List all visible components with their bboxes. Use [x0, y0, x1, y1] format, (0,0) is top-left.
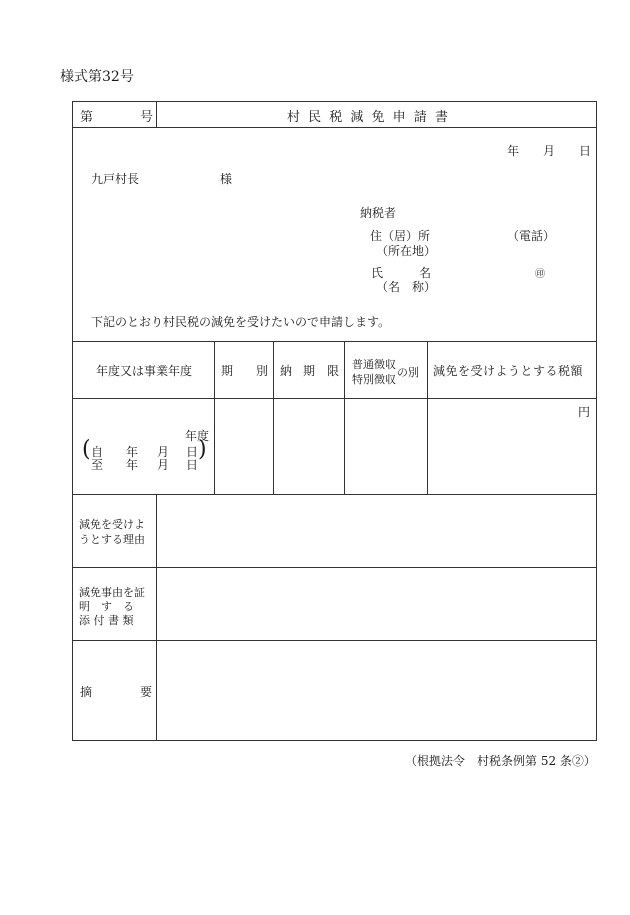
col-due-header-third: 限 [327, 364, 340, 378]
divider-col-3 [344, 341, 345, 495]
name-label-first: 氏 [371, 266, 384, 280]
documents-label-third: 添 付 書 類 [79, 614, 134, 627]
divider-col-4 [427, 341, 428, 495]
col-collection-header-special: 特別徴収 [352, 373, 396, 386]
col-amount-header: 減免を受けようとする税額 [433, 364, 584, 378]
row-to-year: 年 [126, 458, 139, 472]
form-frame [72, 101, 597, 741]
name-sub-label: （名 称） [376, 280, 437, 294]
divider-reason [72, 567, 596, 568]
documents-label-second: 明 す る [79, 600, 134, 613]
left-parenthesis: ( [82, 437, 91, 462]
col-collection-header-ordinary: 普通徴収 [352, 358, 396, 371]
right-parenthesis: ) [198, 437, 207, 462]
reason-label-first: 減免を受けよ [79, 518, 145, 531]
row-from-year: 年 [126, 445, 139, 459]
date-year-label: 年 [507, 144, 520, 158]
remarks-label-second: 要 [140, 685, 153, 699]
remarks-label-first: 摘 [80, 685, 93, 699]
row-to-month: 月 [157, 458, 170, 472]
taxpayer-heading: 納税者 [360, 206, 397, 220]
row-from-day: 日 [186, 445, 199, 459]
divider-applicant [72, 341, 596, 342]
divider-table-row [72, 494, 596, 495]
col-period-header-second: 別 [256, 364, 269, 378]
divider-documents [72, 640, 596, 641]
date-day-label: 日 [579, 144, 592, 158]
col-due-header-second: 期 [303, 364, 316, 378]
legal-basis-note: （根拠法令 村税条例第 52 条②） [405, 754, 596, 768]
col-due-header-first: 納 [280, 364, 293, 378]
row-fiscal-year-label: 年度 [185, 429, 210, 443]
row-from-month: 月 [157, 445, 170, 459]
divider-col-2 [273, 341, 274, 495]
form-number: 様式第32号 [60, 69, 134, 85]
divider-number-cell [156, 101, 157, 128]
col-period-header-first: 期 [221, 364, 234, 378]
documents-label-first: 減免事由を証 [79, 586, 145, 599]
yen-unit-label: 円 [578, 405, 591, 419]
addressee-honorific: 様 [220, 172, 233, 186]
divider-label-column [156, 494, 157, 740]
name-label-second: 名 [419, 266, 432, 280]
seal-mark: ㊞ [535, 269, 545, 280]
col-collection-header-suffix: の別 [397, 366, 419, 379]
divider-col-1 [214, 341, 215, 495]
col-fiscal-year-header: 年度又は事業年度 [96, 364, 193, 378]
row-from-label: 自 [91, 445, 104, 459]
application-statement: 下記のとおり村民税の減免を受けたいので申請します。 [91, 315, 391, 329]
number-label-first: 第 [80, 110, 94, 125]
divider-table-header [72, 398, 596, 399]
row-to-day: 日 [186, 458, 199, 472]
address-label: 住（居）所 [370, 229, 431, 243]
date-month-label: 月 [543, 144, 556, 158]
form-title: 村 民 税 減 免 申 請 書 [287, 110, 450, 125]
reason-label-second: うとする理由 [79, 533, 145, 546]
divider-header [72, 127, 596, 128]
address-sub-label: （所在地） [376, 244, 437, 258]
row-to-label: 至 [91, 458, 104, 472]
phone-label: （電話） [507, 229, 556, 243]
number-label-second: 号 [140, 110, 154, 125]
addressee-name: 九戸村長 [91, 172, 140, 186]
